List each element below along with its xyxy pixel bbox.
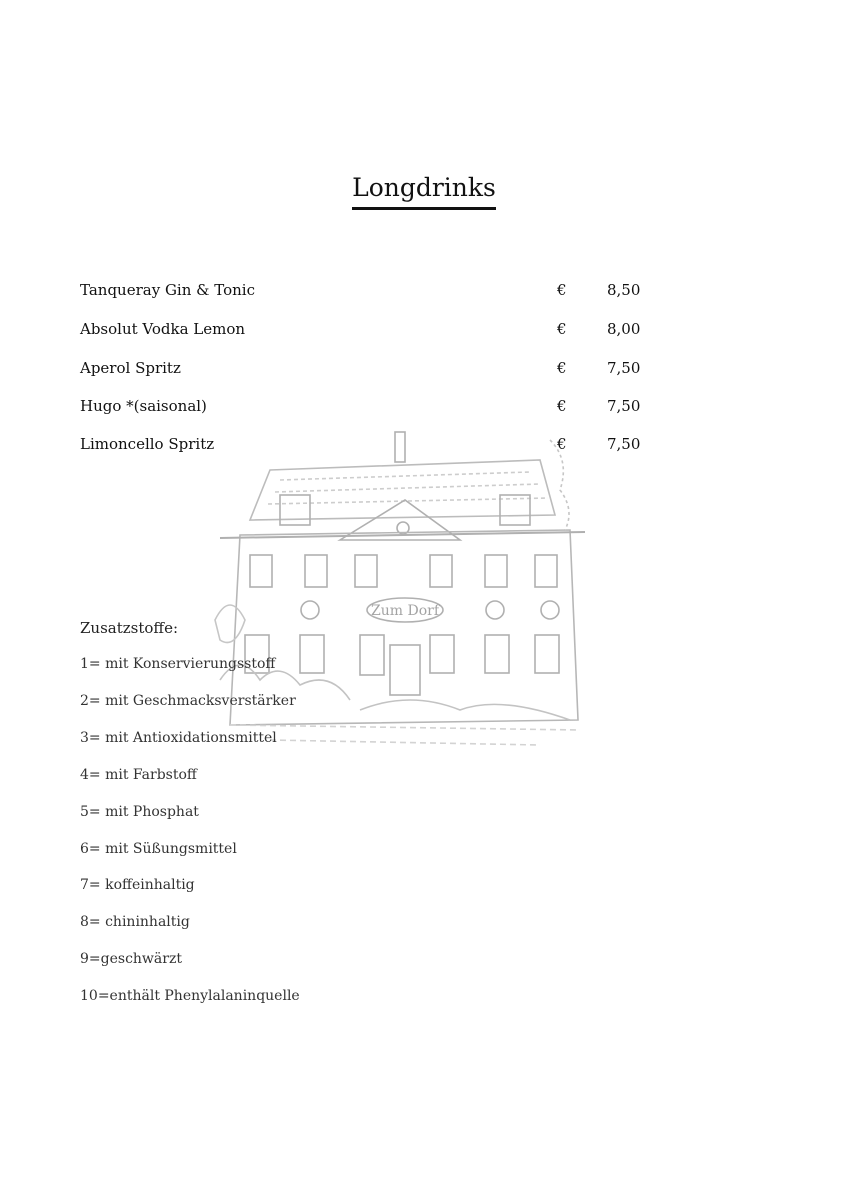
- additives-heading: Zusatzstoffe:: [80, 619, 178, 637]
- menu-item-price: 7,50: [607, 359, 641, 377]
- additive-item: 5= mit Phosphat: [80, 804, 199, 820]
- menu-item-name: Hugo *(saisonal): [80, 397, 207, 415]
- additive-item: 8= chininhaltig: [80, 914, 190, 930]
- menu-item-price: 7,50: [607, 435, 641, 453]
- additive-item: 1= mit Konservierungsstoff: [80, 656, 276, 672]
- additive-item: 2= mit Geschmacksverstärker: [80, 693, 296, 709]
- additive-item: 9=geschwärzt: [80, 951, 182, 967]
- menu-item: [80, 432, 640, 456]
- additive-item: 7= koffeinhaltig: [80, 877, 195, 893]
- additive-item: 6= mit Süßungsmittel: [80, 841, 237, 857]
- menu-item-price: 7,50: [607, 397, 641, 415]
- menu-item: [80, 356, 640, 380]
- currency-symbol: €: [557, 320, 567, 338]
- menu-item-name: Tanqueray Gin & Tonic: [80, 281, 255, 299]
- menu-item: [80, 394, 640, 418]
- watermark-sign: Zum Dorf: [371, 603, 439, 619]
- currency-symbol: €: [557, 281, 567, 299]
- currency-symbol: €: [557, 435, 567, 453]
- page-title: Longdrinks: [0, 171, 848, 210]
- menu-item-name: Limoncello Spritz: [80, 435, 215, 453]
- additive-item: 10=enthält Phenylalaninquelle: [80, 988, 300, 1004]
- menu-item-name: Absolut Vodka Lemon: [80, 320, 246, 338]
- menu-item: [80, 278, 640, 302]
- menu-item-price: 8,50: [607, 281, 641, 299]
- additive-item: 3= mit Antioxidationsmittel: [80, 730, 277, 746]
- currency-symbol: €: [557, 397, 567, 415]
- building-watermark: [210, 420, 590, 770]
- menu-item: [80, 317, 640, 341]
- menu-item-price: 8,00: [607, 320, 641, 338]
- menu-item-name: Aperol Spritz: [80, 359, 181, 377]
- currency-symbol: €: [557, 359, 567, 377]
- additive-item: 4= mit Farbstoff: [80, 767, 197, 783]
